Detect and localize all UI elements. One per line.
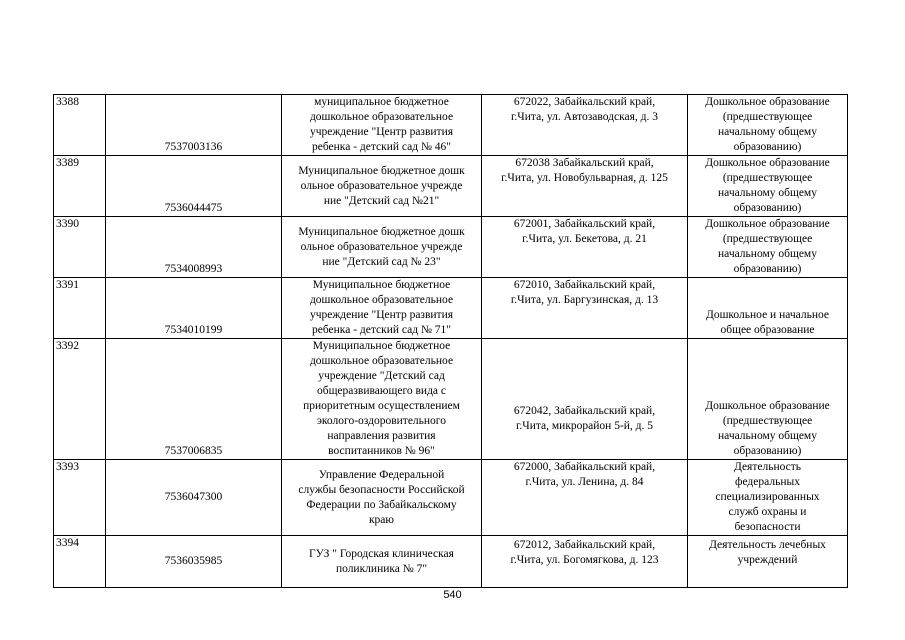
- row-number: 3392: [54, 339, 106, 460]
- row-number: 3394: [54, 536, 106, 588]
- activity-cell: Деятельность федеральных специализированных служб охраны и безопасности: [688, 460, 848, 536]
- organization-name: Муниципальное бюджетное дошкольное образовательное учреждение "Центр развития ребенка - детский сад № 71": [282, 278, 482, 339]
- table-row: [54, 460, 848, 536]
- registry-table: [53, 94, 848, 588]
- address-cell: 672022, Забайкальский край, г.Чита, ул. Автозаводская, д. 3: [482, 95, 688, 156]
- address-cell: 672000, Забайкальский край, г.Чита, ул. Ленина, д. 84: [482, 460, 688, 536]
- row-number: 3388: [54, 95, 106, 156]
- table-row: [54, 278, 848, 339]
- row-number: 3389: [54, 156, 106, 217]
- table-row: [54, 156, 848, 217]
- inn-cell: 7537003136: [106, 95, 282, 156]
- organization-name: ГУЗ " Городская клиническая поликлиника № 7": [282, 536, 482, 588]
- activity-cell: Дошкольное образование (предшествующее начальному общему образованию): [688, 339, 848, 460]
- table-row: [54, 217, 848, 278]
- row-number: 3393: [54, 460, 106, 536]
- row-number: 3390: [54, 217, 106, 278]
- address-cell: 672012, Забайкальский край, г.Чита, ул. Богомягкова, д. 123: [482, 536, 688, 588]
- row-number: 3391: [54, 278, 106, 339]
- table-row: [54, 339, 848, 460]
- address-cell: 672042, Забайкальский край, г.Чита, микрорайон 5-й, д. 5: [482, 339, 688, 460]
- inn-cell: 7536047300: [106, 460, 282, 536]
- activity-cell: Дошкольное образование (предшествующее начальному общему образованию): [688, 95, 848, 156]
- page-number: 540: [443, 589, 462, 601]
- organization-name: Муниципальное бюджетное дошкольное образовательное учреждение "Детский сад общеразвивающего вида с приоритетным осуществлением эколого-оздоровительного направления развития воспитанников № 96": [282, 339, 482, 460]
- address-cell: 672001, Забайкальский край, г.Чита, ул. Бекетова, д. 21: [482, 217, 688, 278]
- inn-cell: 7537006835: [106, 339, 282, 460]
- organization-name: Муниципальное бюджетное дошк ольное образовательное учрежде ние "Детский сад №21": [282, 156, 482, 217]
- organization-name: муниципальное бюджетное дошкольное образовательное учреждение "Центр развития ребенка - детский сад № 46": [282, 95, 482, 156]
- inn-cell: 7536044475: [106, 156, 282, 217]
- address-cell: 672010, Забайкальский край, г.Чита, ул. Баргузинская, д. 13: [482, 278, 688, 339]
- organization-name: Управление Федеральной службы безопасности Российской Федерации по Забайкальскому краю: [282, 460, 482, 536]
- inn-cell: 7534010199: [106, 278, 282, 339]
- table-row: [54, 536, 848, 588]
- inn-cell: 7536035985: [106, 536, 282, 588]
- organization-name: Муниципальное бюджетное дошк ольное образовательное учрежде ние "Детский сад № 23": [282, 217, 482, 278]
- table-row: [54, 95, 848, 156]
- activity-cell: Дошкольное и начальное общее образование: [688, 278, 848, 339]
- activity-cell: Дошкольное образование (предшествующее начальному общему образованию): [688, 217, 848, 278]
- activity-cell: Деятельность лечебных учреждений: [688, 536, 848, 588]
- address-cell: 672038 Забайкальский край, г.Чита, ул. Новобульварная, д. 125: [482, 156, 688, 217]
- inn-cell: 7534008993: [106, 217, 282, 278]
- activity-cell: Дошкольное образование (предшествующее начальному общему образованию): [688, 156, 848, 217]
